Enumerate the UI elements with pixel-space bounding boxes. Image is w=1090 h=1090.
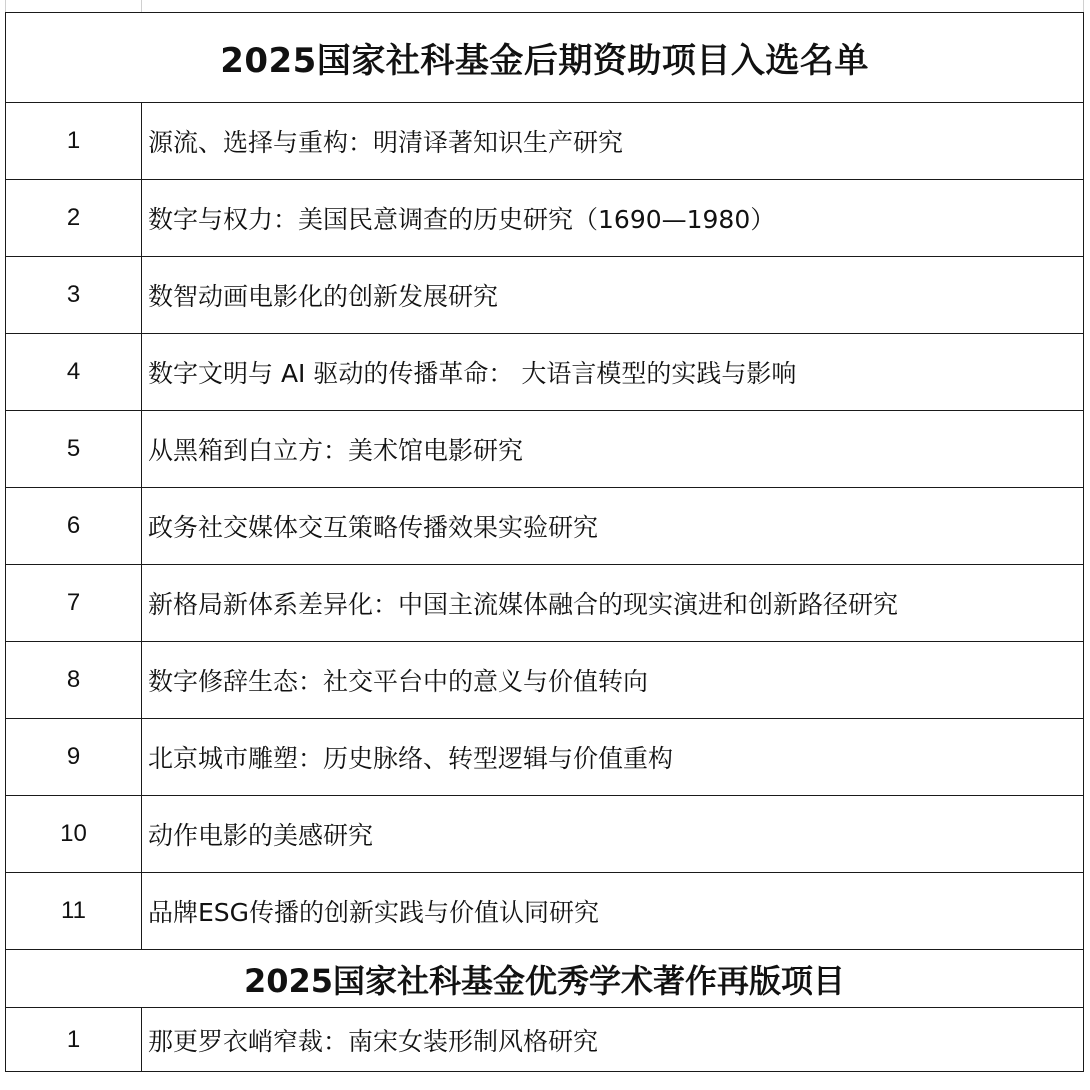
row-number-cell[interactable]: 8 [6, 642, 142, 719]
project-title-cell[interactable]: 新格局新体系差异化：中国主流媒体融合的现实演进和创新路径研究 [142, 565, 1084, 642]
row-number-cell[interactable]: 1 [6, 103, 142, 180]
row-number-cell[interactable]: 7 [6, 565, 142, 642]
project-title-cell[interactable]: 数字修辞生态：社交平台中的意义与价值转向 [142, 642, 1084, 719]
table-row [6, 334, 1084, 411]
row-number-cell[interactable]: 6 [6, 488, 142, 565]
project-title-cell[interactable]: 从黑箱到白立方：美术馆电影研究 [142, 411, 1084, 488]
row-number-cell[interactable]: 3 [6, 257, 142, 334]
row-number-cell[interactable]: 4 [6, 334, 142, 411]
table-row [6, 642, 1084, 719]
row-number-cell[interactable]: 2 [6, 180, 142, 257]
table-row [6, 1008, 1084, 1072]
section-header-row [6, 950, 1084, 1008]
row-number-cell[interactable]: 10 [6, 796, 142, 873]
row-number-cell[interactable]: 5 [6, 411, 142, 488]
table-row [6, 796, 1084, 873]
table-row [6, 873, 1084, 950]
project-title-cell[interactable]: 品牌ESG传播的创新实践与价值认同研究 [142, 873, 1084, 950]
row-number-cell[interactable]: 1 [6, 1008, 142, 1072]
table-row [6, 719, 1084, 796]
project-title-cell[interactable]: 源流、选择与重构：明清译著知识生产研究 [142, 103, 1084, 180]
project-list-table [5, 12, 1084, 1072]
row-number-cell[interactable]: 11 [6, 873, 142, 950]
header-row [6, 13, 1084, 103]
project-title-cell[interactable]: 数智动画电影化的创新发展研究 [142, 257, 1084, 334]
table-row [6, 180, 1084, 257]
project-title-cell[interactable]: 数字与权力：美国民意调查的历史研究（1690—1980） [142, 180, 1084, 257]
table-row [6, 565, 1084, 642]
project-title-cell[interactable]: 那更罗衣峭窄裁：南宋女装形制风格研究 [142, 1008, 1084, 1072]
gridline [1083, 0, 1084, 12]
gridlines-top [0, 0, 1090, 12]
gridline [141, 0, 142, 12]
section-title-cell[interactable]: 2025国家社科基金优秀学术著作再版项目 [6, 950, 1084, 1008]
project-title-cell[interactable]: 北京城市雕塑：历史脉络、转型逻辑与价值重构 [142, 719, 1084, 796]
table-row [6, 257, 1084, 334]
table-row [6, 103, 1084, 180]
project-title-cell[interactable]: 政务社交媒体交互策略传播效果实验研究 [142, 488, 1084, 565]
table-row [6, 411, 1084, 488]
project-title-cell[interactable]: 数字文明与 AI 驱动的传播革命： 大语言模型的实践与影响 [142, 334, 1084, 411]
gridline [5, 0, 6, 12]
row-number-cell[interactable]: 9 [6, 719, 142, 796]
table-row [6, 488, 1084, 565]
main-title-cell[interactable]: 2025国家社科基金后期资助项目入选名单 [6, 13, 1084, 103]
project-title-cell[interactable]: 动作电影的美感研究 [142, 796, 1084, 873]
